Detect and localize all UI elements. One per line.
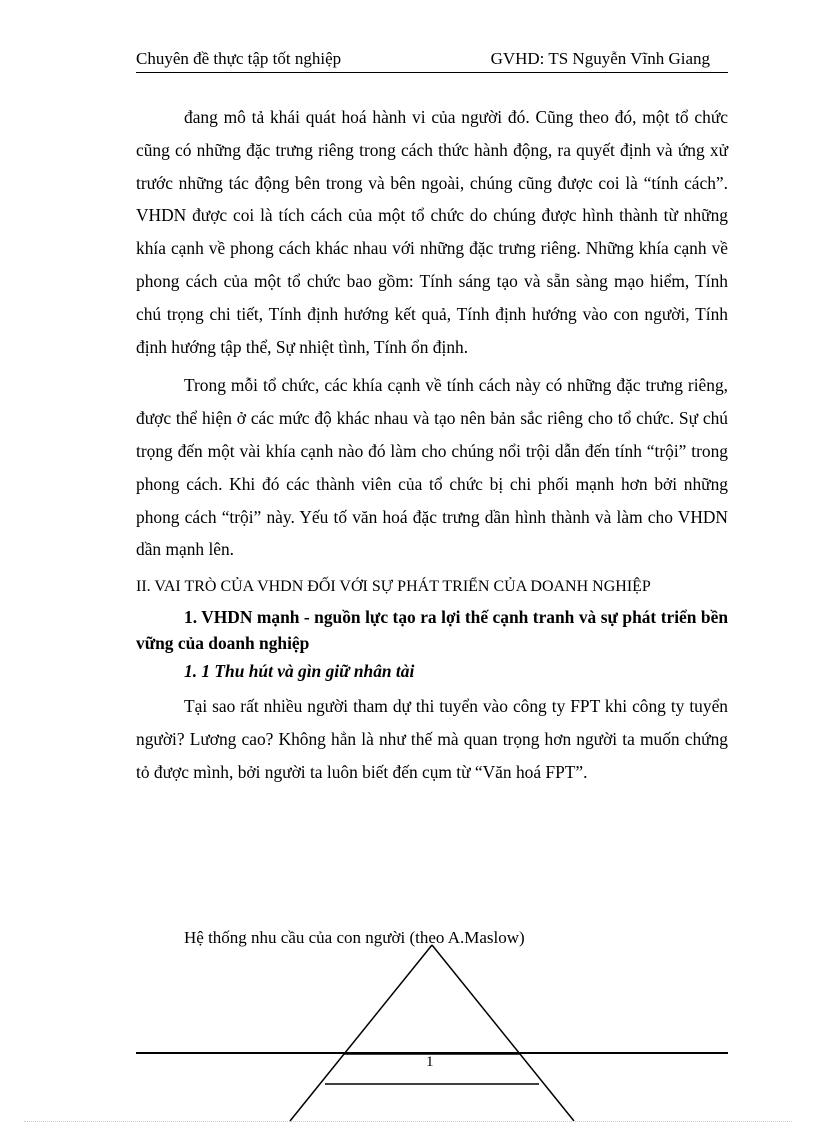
- paragraph-2: Trong mỗi tổ chức, các khía cạnh về tính cách này có những đặc trưng riêng, được thể hiện ở các mức độ khác nhau và tạo nên bản sắc riêng cho tổ chức. Sự chú trọng đến một vài khía cạnh nào đó làm cho chúng nổi trội dẫn đến tính “trội” trong phong cách. Khi đó các thành viên của tổ chức bị chi phối mạnh hơn bởi những phong cách “trội” này. Yếu tố văn hoá đặc trưng dần hình thành và làm cho VHDN dần mạnh lên.: [136, 375, 728, 560]
- figure-caption: Hệ thống nhu cầu của con người (theo A.Maslow): [184, 928, 525, 947]
- header-supervisor: GVHD: TS Nguyễn Vĩnh Giang: [490, 49, 710, 68]
- section-heading: II. VAI TRÒ CỦA VHDN ĐỐI VỚI SỰ PHÁT TRIỂN CỦA DOANH NGHIỆP: [136, 578, 651, 596]
- paragraph-3: Tại sao rất nhiều người tham dự thi tuyển vào công ty FPT khi công ty tuyển người? Lương cao? Không hẳn là như thế mà quan trọng hơn người ta muốn chứng tỏ được mình, bởi người ta luôn biết đến cụm từ “Văn hoá FPT”.: [136, 696, 728, 782]
- page-edge-divider: [24, 1121, 792, 1122]
- page-number: 1: [426, 1054, 434, 1070]
- pyramid-right-edge: [432, 945, 574, 1121]
- paragraph-1: đang mô tả khái quát hoá hành vi của người đó. Cũng theo đó, một tổ chức cũng có những đặc trưng riêng trong cách thức hành động, ra quyết định và ứng xử trước những tác động bên trong và bên ngoài, chúng cũng được coi là “tính cách”. VHDN được coi là tích cách của một tổ chức do chúng được hình thành từ những khía cạnh về phong cách khác nhau với những đặc trưng riêng. Những khía cạnh về phong cách của một tổ chức bao gồm: Tính sáng tạo và sẵn sàng mạo hiểm, Tính chú trọng chi tiết, Tính định hướng kết quả, Tính định hướng vào con người, Tính định hướng tập thể, Sự nhiệt tình, Tính ổn định.: [136, 107, 728, 357]
- sub-subsection-heading: 1. 1 Thu hút và gìn giữ nhân tài: [184, 661, 415, 682]
- header-title: Chuyên đề thực tập tốt nghiệp: [136, 49, 342, 68]
- pyramid-left-edge: [290, 945, 432, 1121]
- subsection-heading: 1. VHDN mạnh - nguồn lực tạo ra lợi thế cạnh tranh và sự phát triển bền vững của doanh nghiệp: [136, 607, 728, 654]
